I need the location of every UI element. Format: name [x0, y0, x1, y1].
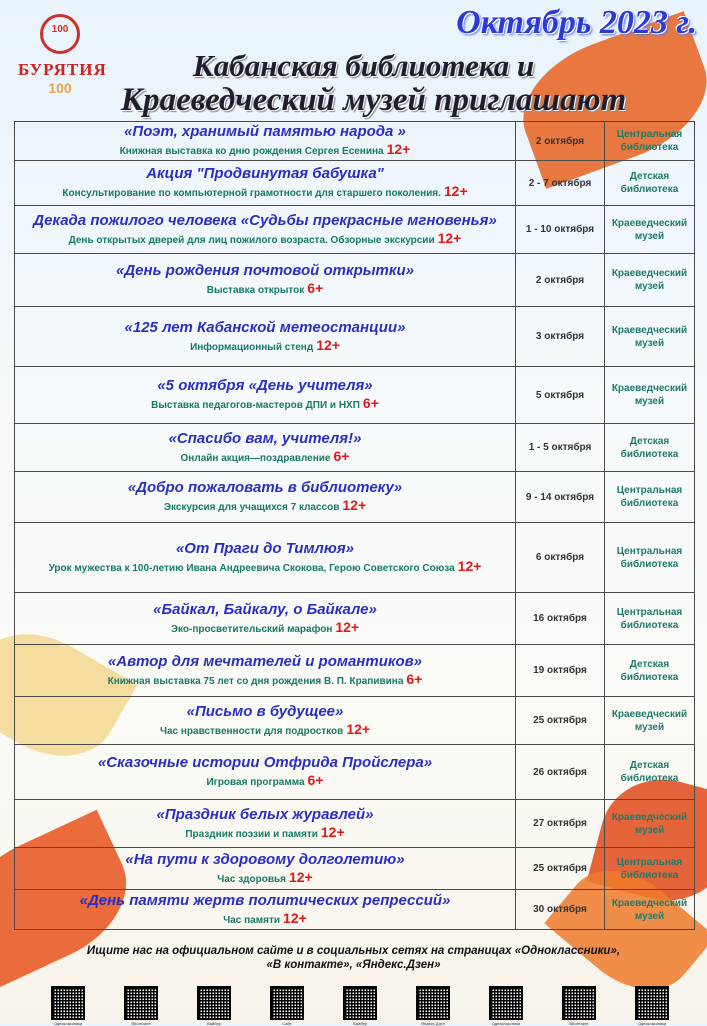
- event-cell: [15, 890, 516, 930]
- event-date: 26 октября: [516, 745, 605, 800]
- event-place: Краеведческий музей: [605, 367, 695, 424]
- event-row: [15, 890, 695, 930]
- event-place: Центральная библиотека: [605, 848, 695, 890]
- event-desc: Час здоровья: [217, 873, 286, 885]
- age-rating: 12+: [342, 497, 367, 513]
- event-cell: [15, 472, 516, 523]
- qr-code-icon: [635, 986, 669, 1020]
- qr-code-icon: [51, 986, 85, 1020]
- qr-code-icon: [489, 986, 523, 1020]
- age-rating: 12+: [288, 868, 313, 885]
- event-row: [15, 745, 695, 800]
- event-date: 30 октября: [516, 890, 605, 930]
- event-date: 6 октября: [516, 523, 605, 593]
- event-row: [15, 122, 695, 161]
- event-name: «125 лет Кабанской метеостанции»: [124, 318, 406, 336]
- qr-label: Одноклассники: [637, 1021, 667, 1026]
- title-line-1: Кабанская библиотека и: [192, 48, 535, 83]
- event-name: «Автор для мечтателей и романтиков»: [107, 652, 423, 670]
- event-row: [15, 697, 695, 745]
- event-place: Детская библиотека: [605, 745, 695, 800]
- qr-label: Сайт: [282, 1021, 292, 1026]
- age-rating: 12+: [283, 909, 307, 926]
- qr-label: Вайбер: [207, 1021, 221, 1026]
- event-row: [15, 161, 695, 206]
- qr-code-icon: [124, 986, 158, 1020]
- month-heading: Октябрь 2023 г.: [456, 4, 697, 41]
- qr-code[interactable]: [40, 986, 96, 1026]
- event-desc: Эко-просветительский марафон: [170, 623, 333, 635]
- event-name: «Добро пожаловать в библиотеку»: [127, 479, 403, 496]
- age-rating: 12+: [437, 229, 462, 246]
- event-cell: [15, 848, 516, 890]
- qr-code[interactable]: [259, 986, 315, 1026]
- event-desc: Информационный стенд: [190, 341, 314, 353]
- age-rating: 12+: [386, 141, 411, 157]
- event-row: [15, 307, 695, 367]
- event-name: «Письмо в будущее»: [186, 702, 344, 720]
- event-cell: [15, 697, 516, 745]
- event-desc: Консультирование по компьютерной грамотности для старшего поколения.: [62, 188, 441, 199]
- event-row: [15, 593, 695, 645]
- event-date: 3 октября: [516, 307, 605, 367]
- event-place: Краеведческий музей: [605, 890, 695, 930]
- event-cell: [15, 254, 516, 307]
- qr-code[interactable]: [186, 986, 242, 1026]
- qr-label: Яндекс Дзен: [421, 1021, 445, 1026]
- event-place: Краеведческий музей: [605, 206, 695, 254]
- qr-code-icon: [343, 986, 377, 1020]
- age-rating: 12+: [346, 720, 371, 737]
- event-row: [15, 424, 695, 472]
- footer-note: [0, 944, 707, 972]
- event-date: 1 - 5 октября: [516, 424, 605, 472]
- event-place: Детская библиотека: [605, 645, 695, 697]
- qr-code[interactable]: [405, 986, 461, 1026]
- qr-code[interactable]: [551, 986, 607, 1026]
- event-name: «5 октября «День учителя»: [157, 377, 373, 394]
- event-date: 2 - 7 октября: [516, 161, 605, 206]
- event-name: «День памяти жертв политических репрессий»: [79, 891, 451, 909]
- event-place: Центральная библиотека: [605, 593, 695, 645]
- event-cell: [15, 367, 516, 424]
- qr-code[interactable]: [478, 986, 534, 1026]
- event-place: Детская библиотека: [605, 424, 695, 472]
- title-line-2: Краеведческий музей приглашают: [120, 82, 627, 118]
- event-cell: [15, 800, 516, 848]
- qr-code[interactable]: [113, 986, 169, 1026]
- event-place: Краеведческий музей: [605, 697, 695, 745]
- qr-code-row: [40, 986, 680, 1026]
- event-row: [15, 206, 695, 254]
- qr-label: ВКонтакте: [131, 1021, 151, 1026]
- event-place: Центральная библиотека: [605, 472, 695, 523]
- event-row: [15, 848, 695, 890]
- event-place: Краеведческий музей: [605, 800, 695, 848]
- event-desc: Экскурсия для учащихся 7 классов: [163, 502, 340, 513]
- event-cell: [15, 122, 516, 161]
- event-name: «Спасибо вам, учителя!»: [168, 429, 362, 447]
- event-date: 16 октября: [516, 593, 605, 645]
- events-table: [14, 121, 695, 930]
- event-row: [15, 367, 695, 424]
- event-name: «Байкал, Байкалу, о Байкале»: [153, 600, 377, 618]
- age-rating: 12+: [457, 557, 482, 574]
- event-name: «На пути к здоровому долголетию»: [125, 850, 405, 868]
- event-desc: Час памяти: [223, 914, 281, 926]
- qr-code[interactable]: [332, 986, 388, 1026]
- event-date: 9 - 14 октября: [516, 472, 605, 523]
- event-desc: Час нравственности для подростков: [159, 725, 344, 737]
- event-desc: День открытых дверей для лиц пожилого возраста. Обзорные экскурсии: [68, 234, 435, 246]
- age-rating: 6+: [362, 395, 379, 411]
- event-row: [15, 645, 695, 697]
- event-date: 2 октября: [516, 254, 605, 307]
- event-date: 5 октября: [516, 367, 605, 424]
- event-name: «Праздник белых журавлей»: [156, 805, 374, 823]
- age-rating: 12+: [316, 336, 340, 353]
- age-rating: 6+: [307, 280, 324, 296]
- qr-code-icon: [562, 986, 596, 1020]
- event-cell: [15, 645, 516, 697]
- event-place: Краеведческий музей: [605, 307, 695, 367]
- event-cell: [15, 745, 516, 800]
- event-cell: [15, 593, 516, 645]
- event-cell: [15, 523, 516, 593]
- event-desc: Игровая программа: [206, 777, 305, 788]
- event-place: Детская библиотека: [605, 161, 695, 206]
- age-rating: 6+: [333, 447, 350, 464]
- age-rating: 12+: [335, 618, 360, 635]
- qr-label: Одноклассники: [53, 1021, 83, 1026]
- event-name: «День рождения почтовой открытки»: [116, 262, 414, 279]
- qr-code-icon: [416, 986, 450, 1020]
- qr-label: ВКонтакте: [569, 1021, 589, 1026]
- event-name: Акция "Продвинутая бабушка": [146, 165, 384, 182]
- event-row: [15, 254, 695, 307]
- footer-line-2: «В контакте», «Яндекс.Дзен»: [266, 959, 441, 971]
- age-rating: 12+: [443, 183, 468, 199]
- event-date: 27 октября: [516, 800, 605, 848]
- event-desc: Книжная выставка ко дню рождения Сергея Есенина: [119, 146, 384, 157]
- event-desc: Праздник поэзии и памяти: [185, 828, 318, 840]
- event-desc: Онлайн акция—поздравление: [180, 452, 331, 464]
- qr-code[interactable]: [624, 986, 680, 1026]
- event-name: «Поэт, хранимый памятью народа »: [124, 123, 406, 140]
- event-date: 2 октября: [516, 122, 605, 161]
- event-row: [15, 800, 695, 848]
- event-place: Центральная библиотека: [605, 523, 695, 593]
- qr-code-icon: [197, 986, 231, 1020]
- age-rating: 6+: [307, 772, 324, 788]
- event-date: 19 октября: [516, 645, 605, 697]
- event-date: 1 - 10 октября: [516, 206, 605, 254]
- age-rating: 6+: [406, 670, 423, 687]
- event-row: [15, 523, 695, 593]
- event-cell: [15, 424, 516, 472]
- event-date: 25 октября: [516, 697, 605, 745]
- logo-text: БУРЯТИЯ: [18, 60, 107, 79]
- event-date: 25 октября: [516, 848, 605, 890]
- logo-sub: 100: [48, 80, 72, 96]
- event-name: «Сказочные истории Отфрида Пройслера»: [97, 754, 433, 771]
- event-name: «От Праги до Тимлюя»: [175, 539, 355, 557]
- footer-line-1: Ищите нас на официальном сайте и в социальных сетях на страницах «Одноклассники»,: [86, 945, 621, 957]
- qr-label: Вайбер: [353, 1021, 367, 1026]
- event-desc: Урок мужества к 100-летию Ивана Андреевича Скокова, Герою Советского Союза: [48, 562, 455, 574]
- event-cell: [15, 161, 516, 206]
- event-desc: Книжная выставка 75 лет со дня рождения В. П. Крапивина: [107, 675, 404, 687]
- age-rating: 12+: [320, 823, 345, 840]
- event-desc: Выставка открыток: [206, 285, 305, 296]
- event-place: Краеведческий музей: [605, 254, 695, 307]
- event-name: Декада пожилого человека «Судьбы прекрасные мгновенья»: [33, 211, 497, 229]
- event-desc: Выставка педагогов-мастеров ДПИ и НХП: [151, 400, 360, 411]
- qr-code-icon: [270, 986, 304, 1020]
- event-cell: [15, 307, 516, 367]
- event-row: [15, 472, 695, 523]
- qr-label: Одноклассники: [491, 1021, 521, 1026]
- event-cell: [15, 206, 516, 254]
- event-place: Центральная библиотека: [605, 122, 695, 161]
